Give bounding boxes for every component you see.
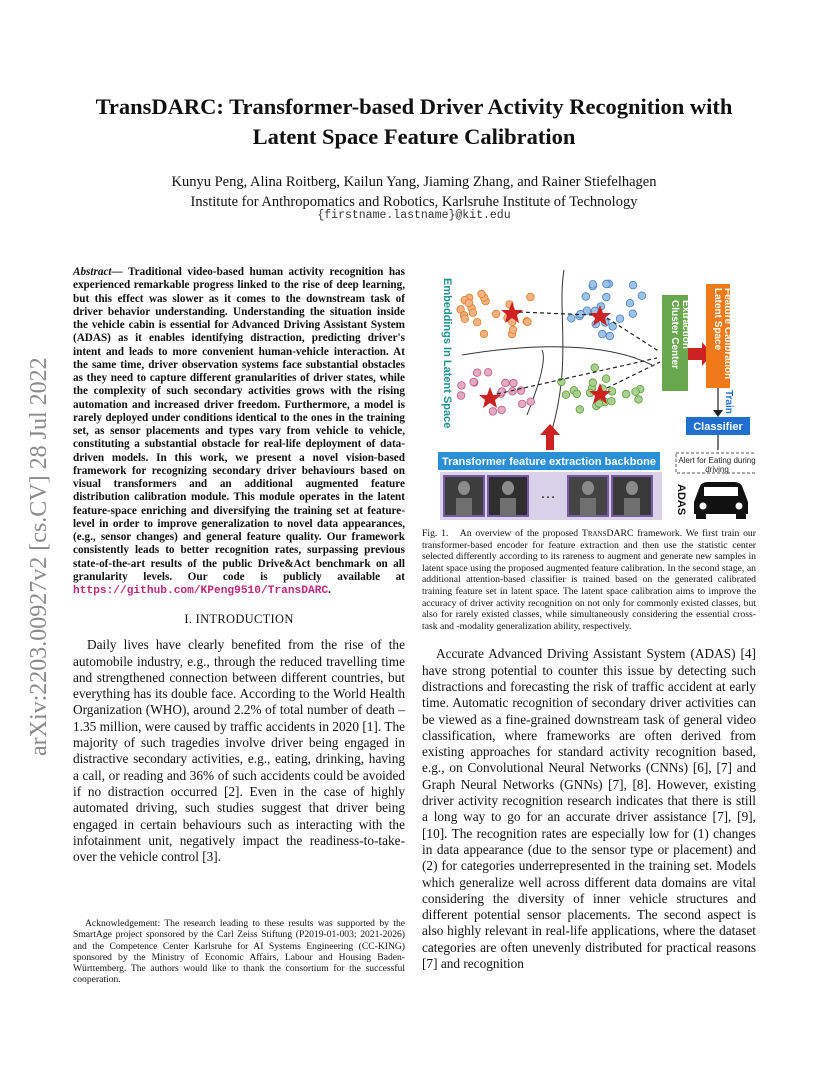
embedding-dot (576, 406, 584, 414)
figure-diagram (422, 270, 756, 520)
embedding-dot (602, 375, 610, 383)
embedding-dot (457, 392, 465, 400)
embedding-dot (465, 299, 473, 307)
embedding-dot (603, 293, 611, 301)
author-list: Kunyu Peng, Alina Roitberg, Kailun Yang, Jiaming Zhang, and Rainer Stiefelhagen (171, 174, 657, 190)
embedding-dot (589, 379, 597, 387)
adas-label: ADAS (675, 484, 687, 516)
classifier-label: Classifier (693, 421, 743, 433)
latent-label-2: Feature Calibration (722, 288, 733, 380)
embedding-dot (527, 293, 535, 301)
intro-right-paragraph: Accurate Advanced Driving Assistant System (ADAS) [4] have strong potential to counter this issue by detecting such distractions and forecasting the risk of traffic accident at early time. Automatic recognition of secondary driver activities can be viewed as a fine-grained downstream task of general video classification, where frameworks are often derived from existing approaches for standard activity recognition based, e.g., on Convolutional Neural Networks (CNNs) [6], [7] and Graph Neural Networks (GNNs) [7], [8]. However, existing driver activity recognition research indicates that there is still a long way to go for an accurate driver assistance [7], [9], [10]. The recognition rates are especially low for (1) changes in data appearance (due to the sensor type or placement) and (2) for categories underrepresented in the training set. Models which generalize well across different data domains are vital considering the diversity of inner vehicle structures and different potential sensor placements. The second aspect is also highly relevant in real-life applications, where the dataset categories are often unevenly distributed for practical reasons [7] and recognition (422, 646, 756, 971)
embedding-dot (518, 400, 526, 408)
embedding-dot (599, 330, 607, 338)
embedding-dot (591, 364, 599, 372)
caption-label: Fig. 1. (422, 528, 449, 539)
embedding-dot (573, 390, 581, 398)
embedding-dot (608, 397, 616, 405)
embedding-dot (527, 398, 535, 406)
latent-label-1: Latent Space (712, 288, 723, 351)
embedding-dot (603, 280, 611, 288)
embedding-dot (473, 369, 481, 377)
cluster-center-star-3 (479, 387, 501, 408)
upward-arrow (540, 424, 560, 450)
caption-text: framework. We first train our transformer-based encoder for feature extraction and then use the statistic center selected differently according to its rareness to augment and generate new samples in latent space using the proposed augmented feature calibration. In the second stage, an additional attention-based classifier is trained based on the generated calibrated training feature set in latent space. The latent space calibration aims to improve the accuracy of driver activity recognition on not only for commonly existed classes, but also for rarely existed classes, while simultaneously considering the essential cross-task and -modality generalization ability, respectively. (422, 528, 756, 632)
embedding-dot (498, 406, 506, 414)
arxiv-identifier (4, 260, 60, 780)
email: {firstname.lastname}@kit.edu (317, 209, 511, 222)
embedding-dot (589, 281, 597, 289)
embedding-dot (562, 391, 570, 399)
abstract-text: — Traditional video-based human activity recognition has experienced remarkable progress linked to the rise of deep learning, but this effect was slower as it comes to the downstream task of driver behavior understanding. Understanding the situation inside the vehicle cabin is essential for Advanced Driving Assistant System (ADAS) as it enables identifying distraction, predicting driver's intent and leads to more convenient human-vehicle interaction. At the same time, driver observation systems face substantial obstacles as they need to capture different granularities of driver states, while the complexity of such secondary activities grows with the rising automation and increased driver freedom. Furthermore, a model is rarely deployed under conditions identical to the ones in the training set, as sensor placements and types vary from vehicle to vehicle, constituting a substantial obstacle for real-life deployment of data-driven models. In this work, we present a novel vision-based framework for recognizing secondary driver behaviours based on visual transformers and an additional augmented feature distribution calibration module. This module operates in the latent feature-space enriching and diversifying the training set at feature-level in order to improve generalization to novel data appearances, (e.g., sensor changes) and general feature quality. Our framework consistently leads to better recognition rates, surpassing previous state-of-the-art results of the public Drive&Act benchmark on all granularity levels. Our code is publicly available at (73, 266, 405, 583)
figure-1 (422, 270, 756, 520)
author-block (60, 172, 768, 212)
embedding-dot (622, 390, 630, 398)
cluster-label-1: Cluster Center (669, 300, 680, 369)
embedding-dot (484, 369, 492, 377)
caption-pre: An overview of the proposed (459, 528, 582, 539)
embedding-dot (582, 293, 590, 301)
embedding-dot (524, 318, 532, 326)
figure-caption (422, 528, 756, 632)
embedding-dot (461, 315, 469, 323)
embedding-dot (509, 326, 517, 334)
embedding-dot (469, 309, 477, 317)
embedding-dot (473, 318, 481, 326)
paper-title (60, 92, 768, 152)
embedding-dot (498, 388, 506, 396)
embedding-dot (606, 332, 614, 340)
acknowledgement-footnote: Acknowledgement: The research leading to these results was supported by the SmartAge project sponsored by the Carl Zeiss Stiftung (P2019-01-003; 2021-2026) and the Competence Center Karlsruhe for AI Systems Engineering (CC-KING) sponsored by the Ministry of Economic Affairs, Labour and Housing Baden-Württemberg. The authors would like to thank the consortium for the successful cooperation. (73, 918, 405, 986)
abstract-lead: Abstract (73, 266, 112, 278)
title-line-2: Latent Space Feature Calibration (252, 124, 576, 149)
embedding-dot (626, 299, 634, 307)
frames-ellipsis: … (540, 485, 556, 502)
embeddings-label: Embeddings In Latent Space (441, 278, 453, 429)
left-column (73, 266, 405, 865)
cluster-label-2: Extraction (680, 300, 691, 349)
embedding-dot (568, 315, 576, 323)
embedding-dot (632, 388, 640, 396)
embedding-dot (478, 290, 486, 298)
embedding-dot (502, 379, 510, 387)
embedding-dot (492, 310, 500, 318)
train-label: Train (723, 390, 734, 414)
intro-left-paragraph: Daily lives have clearly benefited from the rise of the automobile industry, e.g., through the reduced travelling time and strengthened connection between different countries, but everything has its double face. According to the World Health Organization (WHO), around 2.2% of total number of death – 1.35 million, were caused by traffic accidents in 2020 [1]. The majority of such tragedies involve driver being engaged in distractive secondary activities, e.g., eating, drinking, having a call, or reading and 36% of such accidents could be avoided if no distraction occurred [2]. Even in the case of highly automated driving, such studies suggest that driver being engaged in certain behaviours such as interacting with the infotainment unit, negatively impact the readiness-to-take-over the vehicle control [3]. (73, 637, 405, 865)
abstract (73, 266, 405, 598)
affiliation: Institute for Anthropomatics and Robotics, Karlsruhe Institute of Technology (190, 194, 638, 210)
embedding-dot (470, 378, 478, 386)
title-line-1: TransDARC: Transformer-based Driver Activity Recognition with (95, 94, 733, 119)
embedding-dot (517, 387, 525, 395)
right-column (422, 270, 756, 972)
abstract-end: . (328, 584, 331, 596)
embedding-dot (510, 379, 518, 387)
embedding-dot (629, 310, 637, 318)
embedding-dot (509, 388, 517, 396)
section-heading: I. INTRODUCTION (184, 612, 294, 627)
embedding-dot (489, 408, 497, 416)
code-link[interactable]: https://github.com/KPeng9510/TransDARC (73, 585, 329, 597)
embedding-dot (480, 330, 488, 338)
embedding-dot (635, 396, 643, 404)
backbone-label: Transformer feature extraction backbone (442, 456, 656, 468)
embedding-dot (458, 382, 466, 390)
caption-framework-name: TransDARC (581, 528, 634, 539)
embedding-dot (629, 281, 637, 289)
car-icon (694, 482, 748, 519)
arxiv-identifier-text: arXiv:2203.00927v2 [cs.CV] 28 Jul 2022 (26, 357, 52, 756)
alert-label-2: driving (705, 465, 729, 474)
embedding-dot (638, 292, 646, 300)
embedding-dot (616, 315, 624, 323)
alert-label-1: Alert for Eating during (678, 456, 756, 465)
